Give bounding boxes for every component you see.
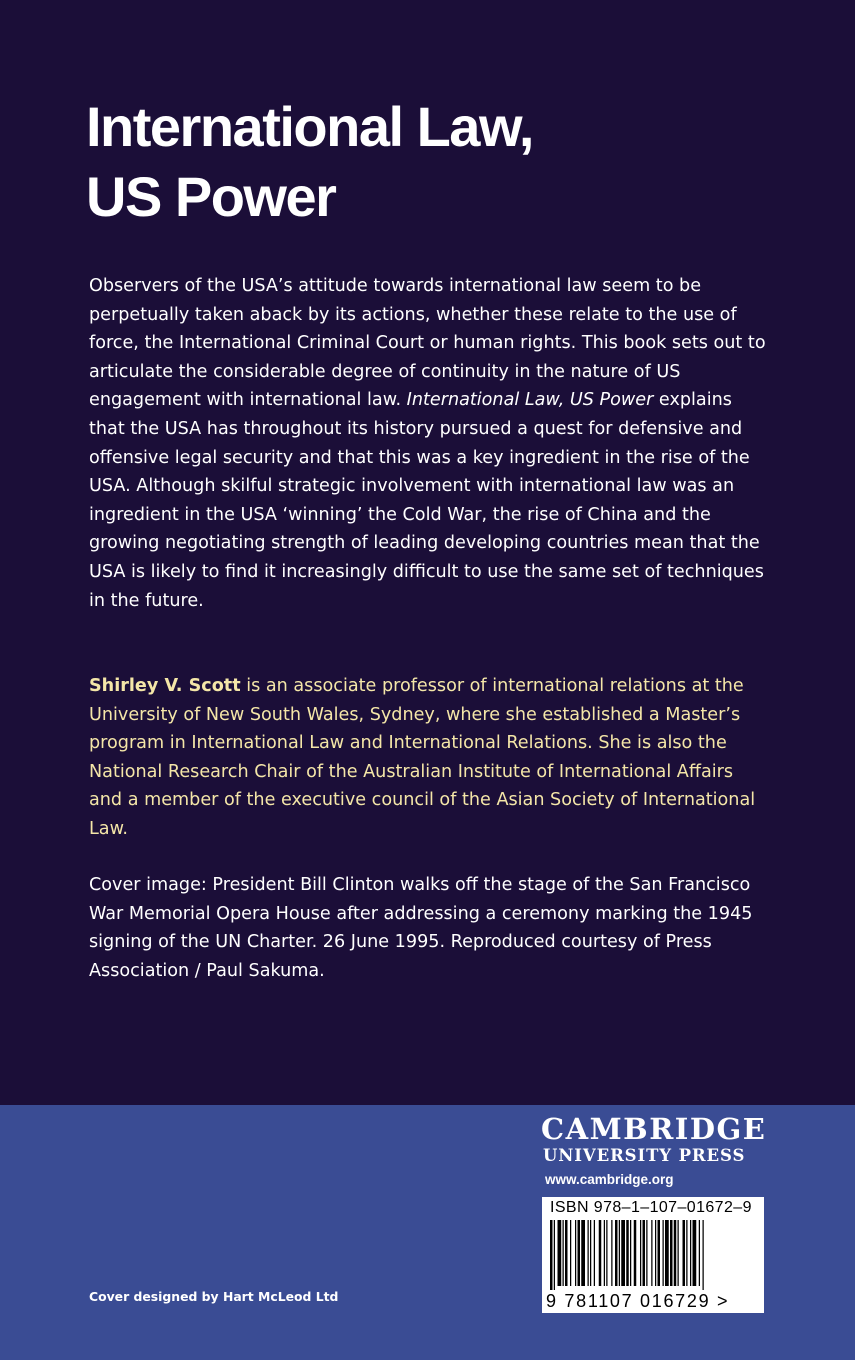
isbn-label: ISBN 978–1–107–01672–9 — [550, 1199, 752, 1216]
barcode-icon — [548, 1220, 758, 1290]
barcode-bar — [699, 1220, 700, 1286]
barcode-bar — [563, 1220, 564, 1286]
designer-credit: Cover designed by Hart McLeod Ltd — [89, 1289, 339, 1304]
barcode-bar — [570, 1220, 571, 1286]
title-line-1: International Law, — [86, 95, 533, 158]
barcode-bar — [590, 1220, 591, 1286]
barcode-bar — [554, 1220, 555, 1290]
barcode-bar — [646, 1220, 647, 1286]
barcode-bar — [615, 1220, 618, 1286]
barcode-bar — [658, 1220, 661, 1286]
barcode-bar — [558, 1220, 562, 1286]
barcode-bar — [599, 1220, 602, 1286]
barcode-bar — [619, 1220, 620, 1286]
cover-image-credit: Cover image: President Bill Clinton walks off the stage of the San Francisco War Memorial Opera House after addressing a ceremony marking the 1945 signing of the UN Charter. 26 June 1995. Reproduced courtesy of Press Association / Paul Sakuma. — [89, 875, 753, 981]
barcode-bar — [683, 1220, 686, 1286]
barcode-bar — [665, 1220, 669, 1286]
barcode-box — [542, 1197, 764, 1313]
barcode-bar — [626, 1220, 629, 1286]
barcode-bar — [594, 1220, 595, 1286]
barcode-bar — [581, 1220, 585, 1286]
barcode-digits: 9 781107 016729 > — [546, 1291, 730, 1311]
author-name: Shirley V. Scott — [89, 676, 241, 696]
barcode-bar — [611, 1220, 612, 1286]
barcode-bar — [621, 1220, 625, 1286]
barcode-bar — [575, 1220, 576, 1286]
barcode-bar — [588, 1220, 589, 1286]
barcode-bar — [674, 1220, 677, 1286]
barcode-bar — [690, 1220, 691, 1286]
barcode-bar — [550, 1220, 553, 1290]
barcode-bar — [670, 1220, 673, 1286]
barcode-bar — [606, 1220, 607, 1286]
barcode-bar — [678, 1220, 679, 1286]
publisher-name: CAMBRIDGE — [541, 1112, 767, 1146]
barcode-bar — [703, 1220, 704, 1290]
description-italic-title: International Law, US Power — [406, 390, 654, 411]
barcode-bar — [643, 1220, 646, 1286]
title-line-2: US Power — [86, 165, 336, 228]
description-part-2: explains that the USA has throughout its history pursued a quest for defensive and offensive legal security and that this was a key ingredient in the rise of the USA. Although skilful strategic involvement with international law was an ingredient in the USA ‘winning’ the Cold War, the rise of China and the growing negotiating strength of leading developing countries mean that the USA is likely to find it increasingly difficult to use the same set of techniques in the future. — [89, 390, 764, 611]
barcode-bar — [655, 1220, 656, 1286]
book-title — [86, 92, 786, 232]
description-part-1: Observers of the USA’s attitude towards international law seem to be perpetually taken aback by its actions, whether these relate to the use of force, the International Criminal Court or human rights. This book sets out to articulate the considerable degree of continuity in the nature of US engagement with international law. — [89, 276, 766, 411]
book-description — [89, 272, 769, 615]
author-bio — [89, 672, 769, 844]
author-bio-text: is an associate professor of international relations at the University of New South Wales, Sydney, where she established a Master’s program in International Law and International Relations. She is also the National Research Chair of the Australian Institute of International Affairs and a member of the executive council of the Asian Society of International Law. — [89, 676, 756, 839]
barcode-bar — [630, 1220, 631, 1286]
barcode-bar — [565, 1220, 568, 1286]
publisher-url: www.cambridge.org — [545, 1172, 674, 1187]
barcode-bar — [578, 1220, 581, 1286]
barcode-bar — [651, 1220, 652, 1286]
publisher-press: UNIVERSITY PRESS — [543, 1146, 746, 1165]
barcode-bar — [693, 1220, 697, 1286]
barcode-bar — [604, 1220, 605, 1286]
barcode-bar — [663, 1220, 664, 1286]
barcode-bar — [634, 1220, 637, 1286]
barcode-bar — [640, 1220, 641, 1286]
barcode-bar — [686, 1220, 687, 1286]
